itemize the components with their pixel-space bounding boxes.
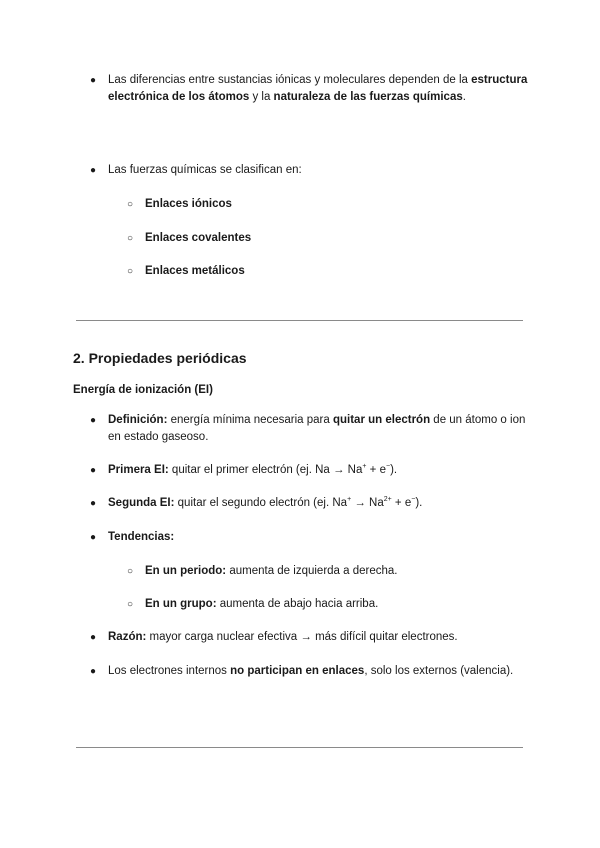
bullet-disc: ●	[90, 498, 97, 509]
section-heading: 2. Propiedades periódicas	[73, 350, 247, 366]
sublist-item-periodo: En un periodo: aumenta de izquierda a derecha.	[145, 565, 398, 577]
horizontal-divider	[76, 320, 523, 321]
list-item-razon: Razón: mayor carga nuclear efectiva → más difícil quitar electrones.	[108, 631, 458, 643]
sublist-item-ionicos: Enlaces iónicos	[145, 198, 232, 210]
subsection-heading: Energía de ionización (EI)	[73, 384, 213, 396]
bullet-disc: ●	[90, 165, 97, 176]
bullet-disc: ●	[90, 465, 97, 476]
sublist-item-covalentes: Enlaces covalentes	[145, 232, 252, 244]
bullet-circle: ○	[127, 566, 134, 577]
list-item-diferencias: Las diferencias entre sustancias iónicas y moleculares dependen de la estructura electrónica de los átomos y la naturaleza de las fuerzas químicas.	[108, 74, 528, 103]
sublist-item-metalicos: Enlaces metálicos	[145, 265, 245, 277]
list-item-internos: Los electrones internos no participan en enlaces, solo los externos (valencia).	[108, 665, 514, 677]
horizontal-divider	[76, 747, 523, 748]
bullet-circle: ○	[127, 599, 134, 610]
bullet-disc: ●	[90, 632, 97, 643]
list-item-primera-ei: Primera EI: quitar el primer electrón (ej. Na → Na+ + e−).	[108, 463, 398, 476]
list-item-segunda-ei: Segunda EI: quitar el segundo electrón (ej. $Na^+ \to Na^{2+} + e^-$).	[108, 496, 423, 509]
bullet-disc: ●	[90, 75, 97, 86]
bullet-disc: ●	[90, 415, 97, 426]
bullet-disc: ●	[90, 532, 97, 543]
list-item-definicion: Definición: energía mínima necesaria para quitar un electrón de un átomo o ion en estado gaseoso.	[108, 414, 526, 443]
bullet-circle: ○	[127, 233, 134, 244]
list-item-tendencias: Tendencias:	[108, 531, 175, 543]
list-item-fuerzas: Las fuerzas químicas se clasifican en:	[108, 164, 302, 176]
bullet-circle: ○	[127, 266, 134, 277]
sublist-item-grupo: En un grupo: aumenta de abajo hacia arriba.	[145, 598, 379, 610]
bullet-disc: ●	[90, 666, 97, 677]
bullet-circle: ○	[127, 199, 134, 210]
